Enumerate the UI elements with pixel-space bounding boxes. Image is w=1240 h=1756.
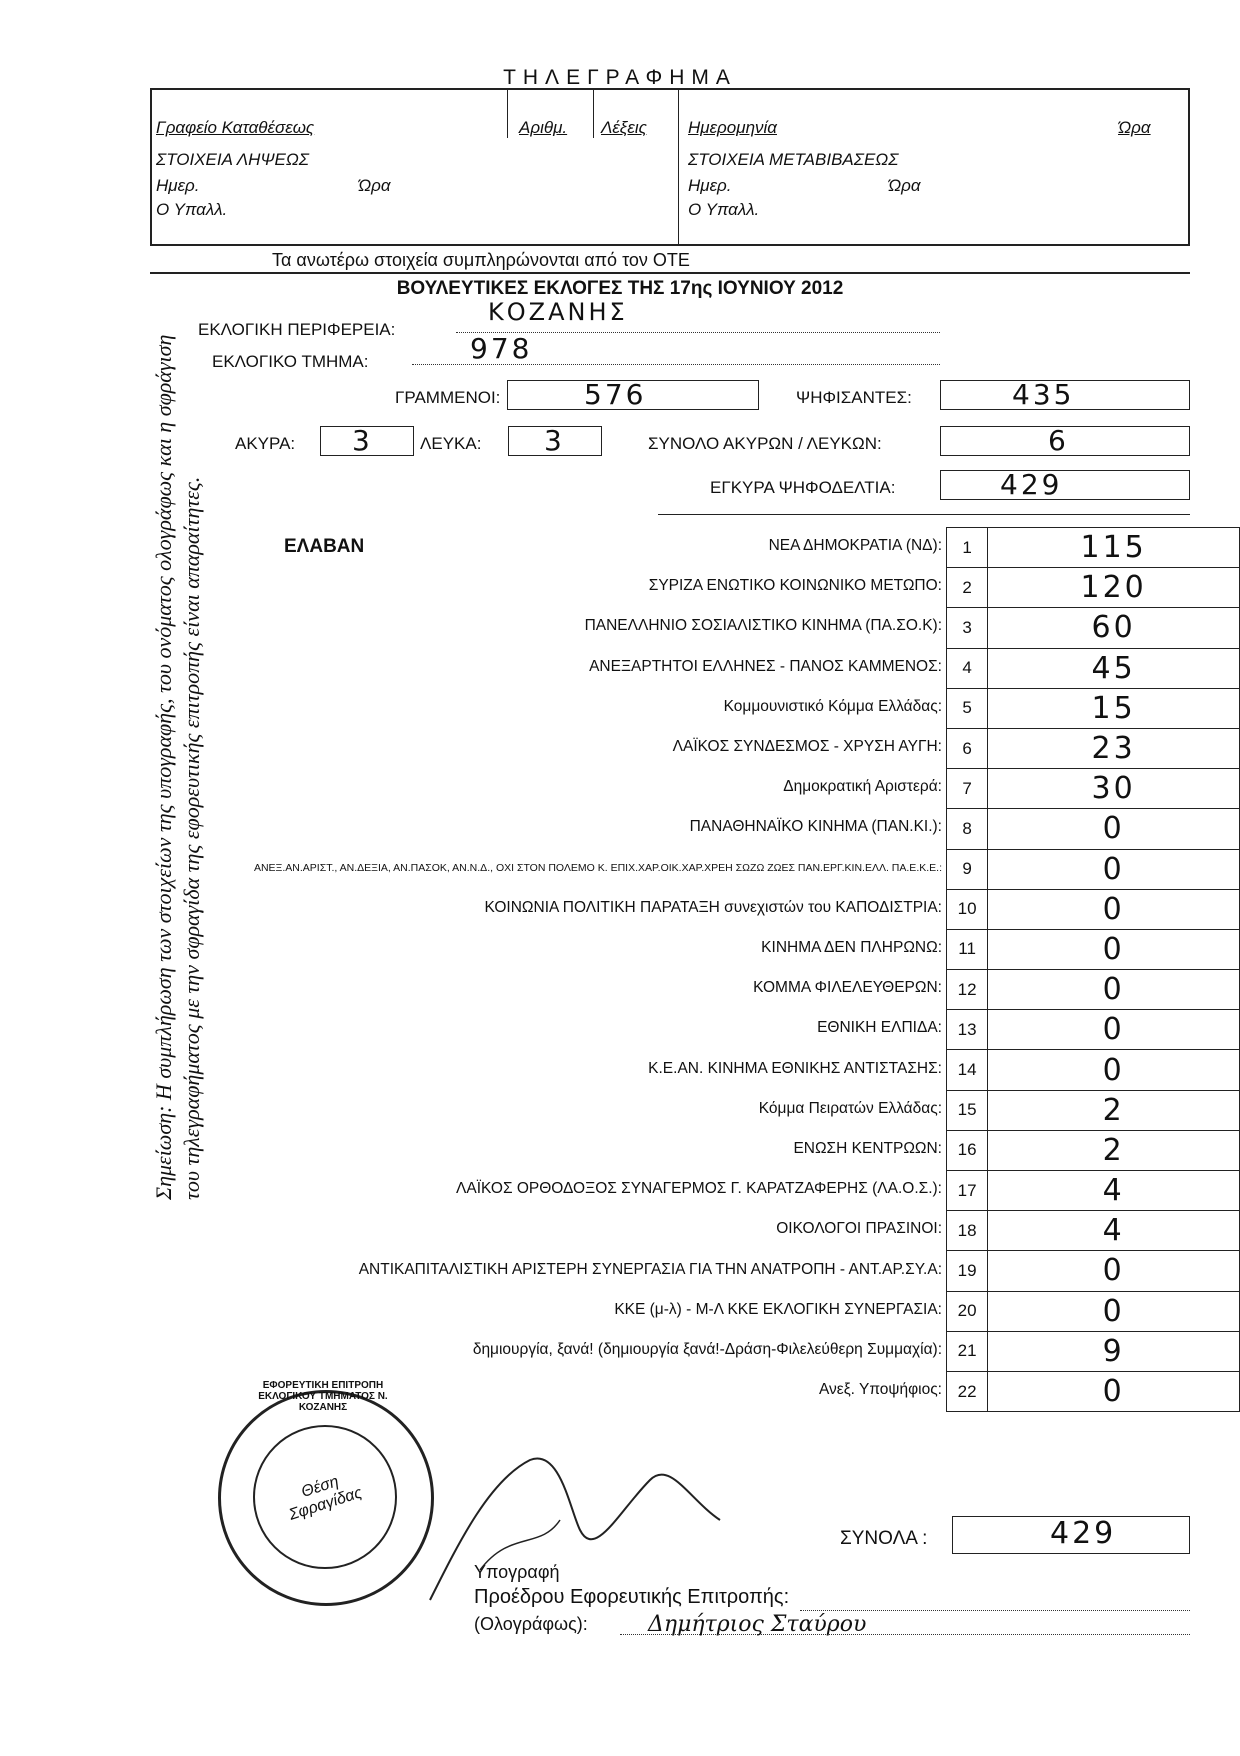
results-row — [947, 648, 1240, 688]
row-number: 19 — [947, 1251, 988, 1291]
party-label: ΠΑΝΑΘΗΝΑΪΚΟ ΚΙΝΗΜΑ (ΠΑΝ.ΚΙ.): — [689, 818, 942, 836]
row-votes: 2 — [988, 1090, 1240, 1130]
row-number: 4 — [947, 648, 988, 688]
results-row — [947, 889, 1240, 929]
results-row — [947, 809, 1240, 849]
fullname-label: (Ολογράφως): — [474, 1614, 588, 1634]
results-row — [947, 929, 1240, 969]
row-votes: 23 — [988, 728, 1240, 768]
results-row — [947, 1371, 1240, 1411]
valid-box — [940, 470, 1190, 500]
results-row — [947, 1090, 1240, 1130]
row-votes: 60 — [988, 608, 1240, 648]
party-label: ΚΟΜΜΑ ΦΙΛΕΛΕΥΘΕΡΩΝ: — [753, 979, 942, 997]
valid-value: 429 — [1000, 468, 1063, 501]
row-votes: 15 — [988, 688, 1240, 728]
results-row — [947, 1050, 1240, 1090]
transfer-title: ΣΤΟΙΧΕΙΑ ΜΕΤΑΒΙΒΑΣΕΩΣ — [688, 150, 899, 169]
transfer-day: Ημερ. — [688, 176, 732, 195]
section-label: ΕΚΛΟΓΙΚΟ ΤΜΗΜΑ: — [212, 352, 369, 371]
row-number: 8 — [947, 809, 988, 849]
side-note-line1: Σημείωση: Η συμπλήρωση των στοιχείων της υπογραφής, του ονόματος ολογράφως και η σφράγιση — [151, 334, 176, 1200]
row-votes: 4 — [988, 1171, 1240, 1211]
party-label: ΕΘΝΙΚΗ ΕΛΠΙΔΑ: — [817, 1019, 942, 1037]
row-votes: 0 — [988, 889, 1240, 929]
party-label: ΚΚΕ (μ-λ) - Μ-Λ ΚΚΕ ΕΚΛΟΓΙΚΗ ΣΥΝΕΡΓΑΣΙΑ: — [614, 1300, 942, 1318]
party-label: ΕΝΩΣΗ ΚΕΝΤΡΩΩΝ: — [793, 1140, 942, 1157]
row-number: 9 — [947, 849, 988, 889]
row-number: 16 — [947, 1130, 988, 1170]
row-votes: 30 — [988, 769, 1240, 809]
row-number: 2 — [947, 568, 988, 608]
signature-name: Δημήτριος Σταύρου — [648, 1612, 867, 1637]
election-heading: ΒΟΥΛΕΥΤΙΚΕΣ ΕΚΛΟΓΕΣ ΤΗΣ 17ης ΙΟΥΝΙΟΥ 2012 — [396, 278, 844, 299]
receipt-title: ΣΤΟΙΧΕΙΑ ΛΗΨΕΩΣ — [156, 150, 309, 169]
party-label: ΑΝΕΞΑΡΤΗΤΟΙ ΕΛΛΗΝΕΣ - ΠΑΝΟΣ ΚΑΜΜΕΝΟΣ: — [589, 657, 942, 675]
results-row — [947, 1291, 1240, 1331]
row-votes: 0 — [988, 1371, 1240, 1411]
time-label: Ώρα — [1118, 118, 1151, 137]
party-label: δημιουργία, ξανά! (δημιουργία ξανά!-Δράση-Φιλελεύθερη Συμμαχία): — [472, 1341, 942, 1358]
transfer-clerk: Ο Υπαλλ. — [688, 200, 760, 219]
results-table — [946, 527, 1240, 1412]
telegram-title: ΤΗΛΕΓΡΑΦΗΜΑ — [503, 66, 737, 89]
row-number: 5 — [947, 688, 988, 728]
party-label: ΚΙΝΗΜΑ ΔΕΝ ΠΛΗΡΩΝΩ: — [761, 939, 942, 956]
row-number: 3 — [947, 608, 988, 648]
registered-value: 576 — [584, 378, 647, 411]
results-row — [947, 688, 1240, 728]
receipt-day: Ημερ. — [156, 176, 200, 195]
side-note-line2: του τηλεγραφήματος με την σφραγίδα της εφορευτικής επιτροπής είναι απαραίτητες. — [179, 476, 204, 1200]
party-label: Κ.Ε.ΑΝ. ΚΙΝΗΜΑ ΕΘΝΙΚΗΣ ΑΝΤΙΣΤΑΣΗΣ: — [648, 1059, 942, 1077]
party-label: ΑΝΤΙΚΑΠΙΤΑΛΙΣΤΙΚΗ ΑΡΙΣΤΕΡΗ ΣΥΝΕΡΓΑΣΙΑ ΓΙΑ ΤΗΝ ΑΝΑΤΡΟΠΗ - ΑΝΤ.ΑΡ.ΣΥ.Α: — [358, 1260, 942, 1278]
signature-label: Υπογραφή — [474, 1562, 560, 1582]
president-field — [800, 1596, 1190, 1611]
row-votes: 0 — [988, 849, 1240, 889]
blank-value: 3 — [544, 424, 565, 457]
party-label: ΚΟΙΝΩΝΙΑ ΠΟΛΙΤΙΚΗ ΠΑΡΑΤΑΞΗ συνεχιστών του ΚΑΠΟΔΙΣΤΡΙΑ: — [484, 898, 942, 916]
row-votes: 0 — [988, 929, 1240, 969]
receipt-hour: Ώρα — [358, 176, 391, 195]
row-number: 15 — [947, 1090, 988, 1130]
row-votes: 4 — [988, 1211, 1240, 1251]
ote-underline — [150, 272, 1190, 274]
row-number: 17 — [947, 1171, 988, 1211]
row-number: 11 — [947, 929, 988, 969]
results-row — [947, 1010, 1240, 1050]
ote-note: Τα ανωτέρω στοιχεία συμπληρώνονται από τον ΟΤΕ — [272, 250, 690, 270]
results-row — [947, 1171, 1240, 1211]
number-label: Αριθμ. — [519, 118, 568, 137]
row-votes: 0 — [988, 970, 1240, 1010]
party-label: Κομμουνιστικό Κόμμα Ελλάδας: — [723, 697, 942, 715]
date-label: Ημερομηνία — [688, 118, 777, 137]
results-row — [947, 728, 1240, 768]
row-number: 7 — [947, 769, 988, 809]
total-value: 429 — [1050, 1516, 1117, 1551]
row-votes: 2 — [988, 1130, 1240, 1170]
row-number: 14 — [947, 1050, 988, 1090]
results-heading: ΕΛΑΒΑΝ — [284, 536, 365, 557]
party-label: Ανεξ. Υποψήφιος: — [819, 1381, 942, 1399]
divider — [507, 88, 508, 138]
row-votes: 0 — [988, 1010, 1240, 1050]
row-number: 1 — [947, 528, 988, 568]
separator-line — [658, 514, 1190, 515]
row-votes: 115 — [988, 528, 1240, 568]
row-votes: 9 — [988, 1331, 1240, 1371]
divider — [678, 88, 679, 246]
signature-scribble — [420, 1420, 750, 1610]
party-label: ΑΝΕΞ.ΑΝ.ΑΡΙΣΤ., ΑΝ.ΔΕΞΙΑ, ΑΝ.ΠΑΣΟΚ, ΑΝ.Ν.Δ., ΟΧΙ ΣΤΟΝ ΠΟΛΕΜΟ Κ. ΕΠΙΧ.ΧΑΡ.ΟΙΚ.ΧΑΡ.ΧΡΕΗ ΣΩΖΩ ΖΩΕΣ ΠΑΝ.ΕΡΓ.ΚΙΝ.ΕΛΛ. ΠΑ.Ε.Κ.Ε.: — [253, 861, 942, 874]
total-invalid-value: 6 — [1048, 424, 1069, 457]
results-row — [947, 970, 1240, 1010]
row-votes: 0 — [988, 1251, 1240, 1291]
results-row — [947, 608, 1240, 648]
registered-label: ΓΡΑΜΜΕΝΟΙ: — [395, 388, 501, 407]
row-number: 10 — [947, 889, 988, 929]
results-row — [947, 1130, 1240, 1170]
row-number: 13 — [947, 1010, 988, 1050]
blank-label: ΛΕΥΚΑ: — [420, 434, 482, 453]
voted-label: ΨΗΦΙΣΑΝΤΕΣ: — [796, 388, 912, 407]
president-label: Προέδρου Εφορευτικής Επιτροπής: — [474, 1586, 790, 1608]
row-votes: 120 — [988, 568, 1240, 608]
section-value: 978 — [470, 332, 533, 365]
row-votes: 45 — [988, 648, 1240, 688]
results-row — [947, 1331, 1240, 1371]
row-number: 22 — [947, 1371, 988, 1411]
row-number: 6 — [947, 728, 988, 768]
invalid-label: ΑΚΥΡΑ: — [235, 434, 296, 453]
row-votes: 0 — [988, 809, 1240, 849]
party-label: ΠΑΝΕΛΛΗΝΙΟ ΣΟΣΙΑΛΙΣΤΙΚΟ ΚΙΝΗΜΑ (ΠΑ.ΣΟ.Κ): — [584, 617, 942, 635]
transfer-hour: Ώρα — [888, 176, 921, 195]
party-label: Δημοκρατική Αριστερά: — [783, 778, 942, 796]
results-row — [947, 568, 1240, 608]
party-label: ΣΥΡΙΖΑ ΕΝΩΤΙΚΟ ΚΟΙΝΩΝΙΚΟ ΜΕΤΩΠΟ: — [648, 577, 942, 595]
results-row — [947, 849, 1240, 889]
results-row — [947, 528, 1240, 568]
row-number: 21 — [947, 1331, 988, 1371]
side-note — [150, 334, 206, 1200]
row-votes: 0 — [988, 1050, 1240, 1090]
valid-label: ΕΓΚΥΡΑ ΨΗΦΟΔΕΛΤΙΑ: — [710, 478, 896, 497]
district-value: ΚΟΖΑΝΗΣ — [488, 298, 628, 326]
results-row — [947, 1251, 1240, 1291]
total-invalid-label: ΣΥΝΟΛΟ ΑΚΥΡΩΝ / ΛΕΥΚΩΝ: — [648, 434, 882, 453]
results-row — [947, 769, 1240, 809]
party-label: ΛΑΪΚΟΣ ΣΥΝΔΕΣΜΟΣ - ΧΡΥΣΗ ΑΥΓΗ: — [672, 738, 942, 755]
district-label: ΕΚΛΟΓΙΚΗ ΠΕΡΙΦΕΡΕΙΑ: — [198, 320, 396, 339]
words-label: Λέξεις — [601, 118, 647, 137]
party-label: Κόμμα Πειρατών Ελλάδας: — [758, 1099, 942, 1117]
row-votes: 0 — [988, 1291, 1240, 1331]
party-label: ΝΕΑ ΔΗΜΟΚΡΑΤΙΑ (ΝΔ): — [768, 537, 942, 554]
stamp-inner-text: Θέση Σφραγίδας — [287, 1473, 365, 1524]
stamp-outer-text: ΕΦΟΡΕΥΤΙΚΗ ΕΠΙΤΡΟΠΗ ΕΚΛΟΓΙΚΟΥ ΤΜΗΜΑΤΟΣ Ν. ΚΟΖΑΝΗΣ — [258, 1380, 388, 1413]
office-label: Γραφείο Καταθέσεως — [156, 118, 315, 137]
party-label: ΛΑΪΚΟΣ ΟΡΘΟΔΟΞΟΣ ΣΥΝΑΓΕΡΜΟΣ Γ. ΚΑΡΑΤΖΑΦΕΡΗΣ (ΛΑ.Ο.Σ.): — [456, 1180, 942, 1198]
row-number: 18 — [947, 1211, 988, 1251]
invalid-value: 3 — [352, 424, 373, 457]
party-label: ΟΙΚΟΛΟΓΟΙ ΠΡΑΣΙΝΟΙ: — [776, 1220, 942, 1238]
row-number: 12 — [947, 970, 988, 1010]
voted-value: 435 — [1012, 378, 1075, 411]
total-label: ΣΥΝΟΛΑ : — [840, 1528, 928, 1549]
receipt-clerk: Ο Υπαλλ. — [156, 200, 228, 219]
divider — [593, 88, 594, 138]
row-number: 20 — [947, 1291, 988, 1331]
results-row — [947, 1211, 1240, 1251]
